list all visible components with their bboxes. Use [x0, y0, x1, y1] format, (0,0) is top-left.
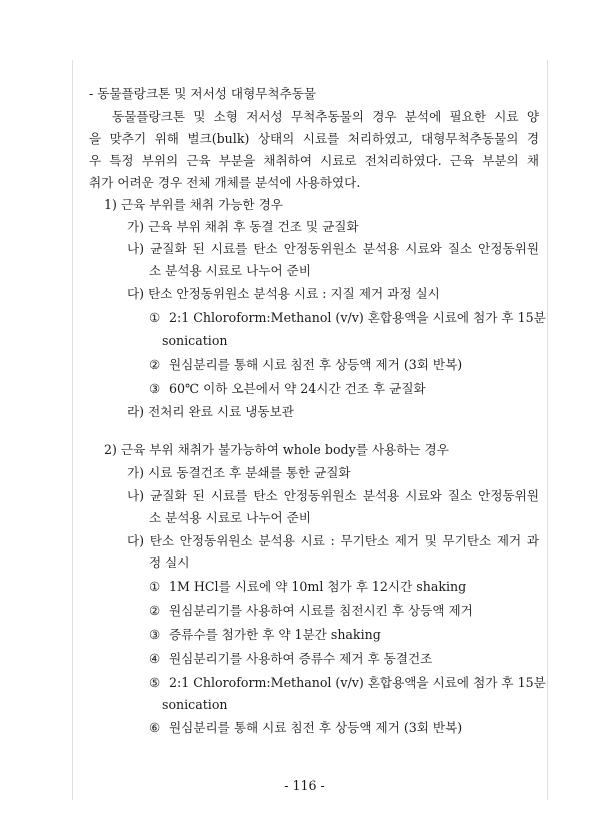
case1-step-2-text: 원심분리를 통해 시료 침전 후 상등액 제거 (3회 반복) [169, 357, 463, 372]
case2-title: 2) 근육 부위 채취가 불가능하여 whole body를 사용하는 경우 [104, 442, 449, 457]
case1-title: 1) 근육 부위를 채취 가능한 경우 [104, 197, 283, 212]
case2-step-2-text: 원심분리기를 사용하여 시료를 침전시킨 후 상등액 제거 [169, 603, 473, 618]
case1-item-da: 다) 탄소 안정동위원소 분석용 시료 : 지질 제거 과정 실시 [127, 286, 440, 301]
case2-item-da-line1: 다) 탄소 안정동위원소 분석용 시료 : 무기탄소 제거 및 무기탄소 제거 과 [127, 533, 539, 548]
case2-step-1-text: 1M HCl를 시료에 약 10ml 첨가 후 12시간 shaking [169, 579, 467, 594]
case1-item-na-line1: 나) 균질화 된 시료를 탄소 안정동위원소 분석용 시료와 질소 안정동위원 [127, 241, 539, 256]
case2-step-5-number: ⑤ [149, 675, 161, 690]
intro-line-4: 취가 어려운 경우 전체 개체를 분석에 사용하였다. [89, 175, 361, 190]
case1-step-3-text: 60℃ 이하 오븐에서 약 24시간 건조 후 균질화 [169, 381, 426, 396]
case2-step-6-number: ⑥ [149, 720, 161, 735]
page-number: - 116 - [284, 778, 325, 793]
section-title: - 동물플랑크톤 및 저서성 대형무척추동물 [89, 86, 317, 101]
case1-item-ra: 라) 전처리 완료 시료 냉동보관 [127, 404, 294, 419]
case2-item-ga: 가) 시료 동결건조 후 분쇄를 통한 균질화 [127, 465, 351, 480]
case2-step-5-text: 2:1 Chloroform:Methanol (v/v) 혼합용액을 시료에 첨가 후 15분 [169, 675, 546, 690]
case1-step-3-number: ③ [149, 381, 161, 396]
case2-step-4-number: ④ [149, 651, 161, 666]
case1-item-na-line2: 소 분석용 시료로 나누어 준비 [149, 263, 311, 278]
case1-step-2-number: ② [149, 357, 161, 372]
case2-step-3-text: 증류수를 첨가한 후 약 1분간 shaking [169, 627, 381, 642]
intro-line-3: 우 특정 부위의 근육 부분을 채취하여 시료로 전처리하였다. 근육 부분의 채 [89, 153, 539, 168]
case2-step-1-number: ① [149, 579, 161, 594]
case2-item-na-line1: 나) 균질화 된 시료를 탄소 안정동위원소 분석용 시료와 질소 안정동위원 [127, 488, 539, 503]
case2-step-6-text: 원심분리를 통해 시료 침전 후 상등액 제거 (3회 반복) [169, 720, 463, 735]
case2-step-5-cont: sonication [162, 697, 228, 712]
case2-step-2-number: ② [149, 603, 161, 618]
intro-line-1: 동물플랑크톤 및 소형 저서성 무척추동물의 경우 분석에 필요한 시료 양 [112, 109, 539, 124]
intro-line-2: 을 맞추기 위해 벌크(bulk) 상태의 시료를 처리하였고, 대형무척추동물의 경 [89, 131, 539, 146]
case2-step-3-number: ③ [149, 627, 161, 642]
case1-step-1-number: ① [149, 310, 161, 325]
case1-item-ga: 가) 근육 부위 채취 후 동결 건조 및 균질화 [127, 219, 359, 234]
case1-step-1-text: 2:1 Chloroform:Methanol (v/v) 혼합용액을 시료에 첨가 후 15분 [169, 310, 546, 325]
case2-item-na-line2: 소 분석용 시료로 나누어 준비 [149, 510, 311, 525]
case1-step-1-cont: sonication [162, 333, 228, 348]
case2-step-4-text: 원심분리기를 사용하여 증류수 제거 후 동결건조 [169, 651, 433, 666]
case2-item-da-line2: 정 실시 [149, 555, 190, 570]
